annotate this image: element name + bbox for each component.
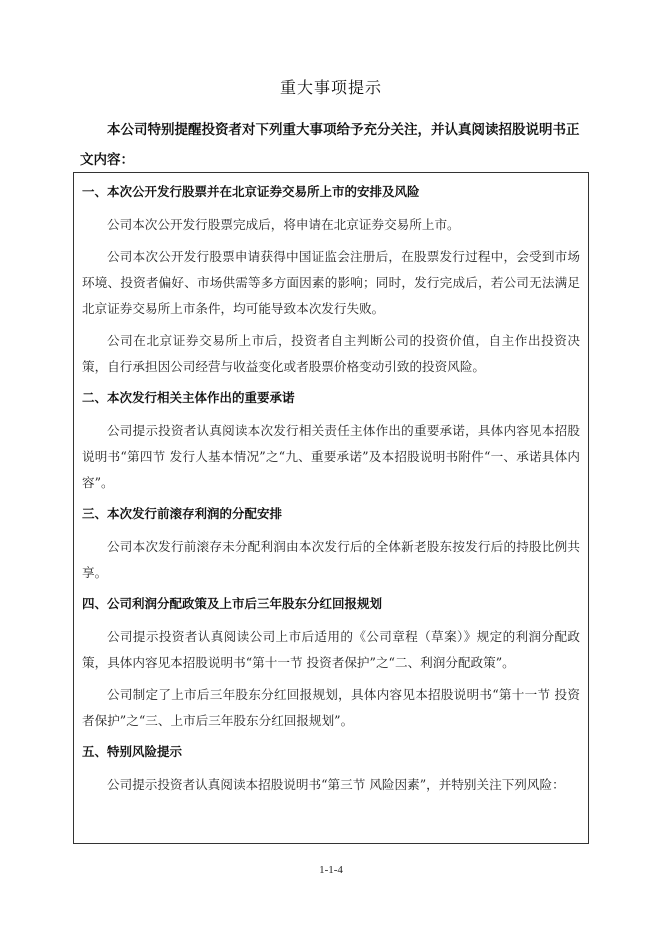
section-paragraph: 公司提示投资者认真阅读公司上市后适用的《公司章程（草案）》规定的利润分配政策，具体内容见本招股说明书“第十一节 投资者保护”之“二、利润分配政策”。 xyxy=(82,629,580,670)
section-5 xyxy=(82,742,580,798)
section-paragraph: 公司提示投资者认真阅读本次发行相关责任主体作出的重要承诺，具体内容见本招股说明书“第四节 发行人基本情况”之“九、重要承诺”及本招股说明书附件“一、承诺具体内容”。 xyxy=(82,423,580,490)
section-paragraph: 公司制定了上市后三年股东分红回报规划，具体内容见本招股说明书“第十一节 投资者保护”之“三、上市后三年股东分红回报规划”。 xyxy=(82,687,580,728)
section-4 xyxy=(82,594,580,734)
content-box xyxy=(73,172,589,844)
section-heading: 三、本次发行前滚存利润的分配安排 xyxy=(82,506,283,521)
section-heading: 二、本次发行相关主体作出的重要承诺 xyxy=(82,390,295,405)
page-number: 1-1-4 xyxy=(319,864,343,876)
section-heading: 五、特别风险提示 xyxy=(82,744,183,759)
section-heading: 四、公司利润分配政策及上市后三年股东分红回报规划 xyxy=(82,596,383,611)
section-paragraph: 公司本次发行前滚存未分配利润由本次发行后的全体新老股东按发行后的持股比例共享。 xyxy=(82,539,580,580)
section-heading: 一、本次公开发行股票并在北京证券交易所上市的安排及风险 xyxy=(82,184,420,199)
section-2 xyxy=(82,388,580,496)
section-1 xyxy=(82,182,580,380)
intro-paragraph: 本公司特别提醒投资者对下列重大事项给予充分关注，并认真阅读招股说明书正文内容： xyxy=(80,122,580,168)
section-3 xyxy=(82,504,580,586)
section-paragraph: 公司提示投资者认真阅读本招股说明书“第三节 风险因素”，并特别关注下列风险： xyxy=(107,777,565,792)
page-title: 重大事项提示 xyxy=(279,78,382,97)
section-paragraph: 公司在北京证券交易所上市后，投资者自主判断公司的投资价值，自主作出投资决策，自行承担因公司经营与收益变化或者股票价格变动引致的投资风险。 xyxy=(82,333,580,374)
section-paragraph: 公司本次公开发行股票申请获得中国证监会注册后，在股票发行过程中，会受到市场环境、投资者偏好、市场供需等多方面因素的影响；同时，发行完成后，若公司无法满足北京证券交易所上市条件，均可能导致本次发行失败。 xyxy=(82,249,580,316)
section-paragraph: 公司本次公开发行股票完成后，将申请在北京证券交易所上市。 xyxy=(107,217,460,232)
